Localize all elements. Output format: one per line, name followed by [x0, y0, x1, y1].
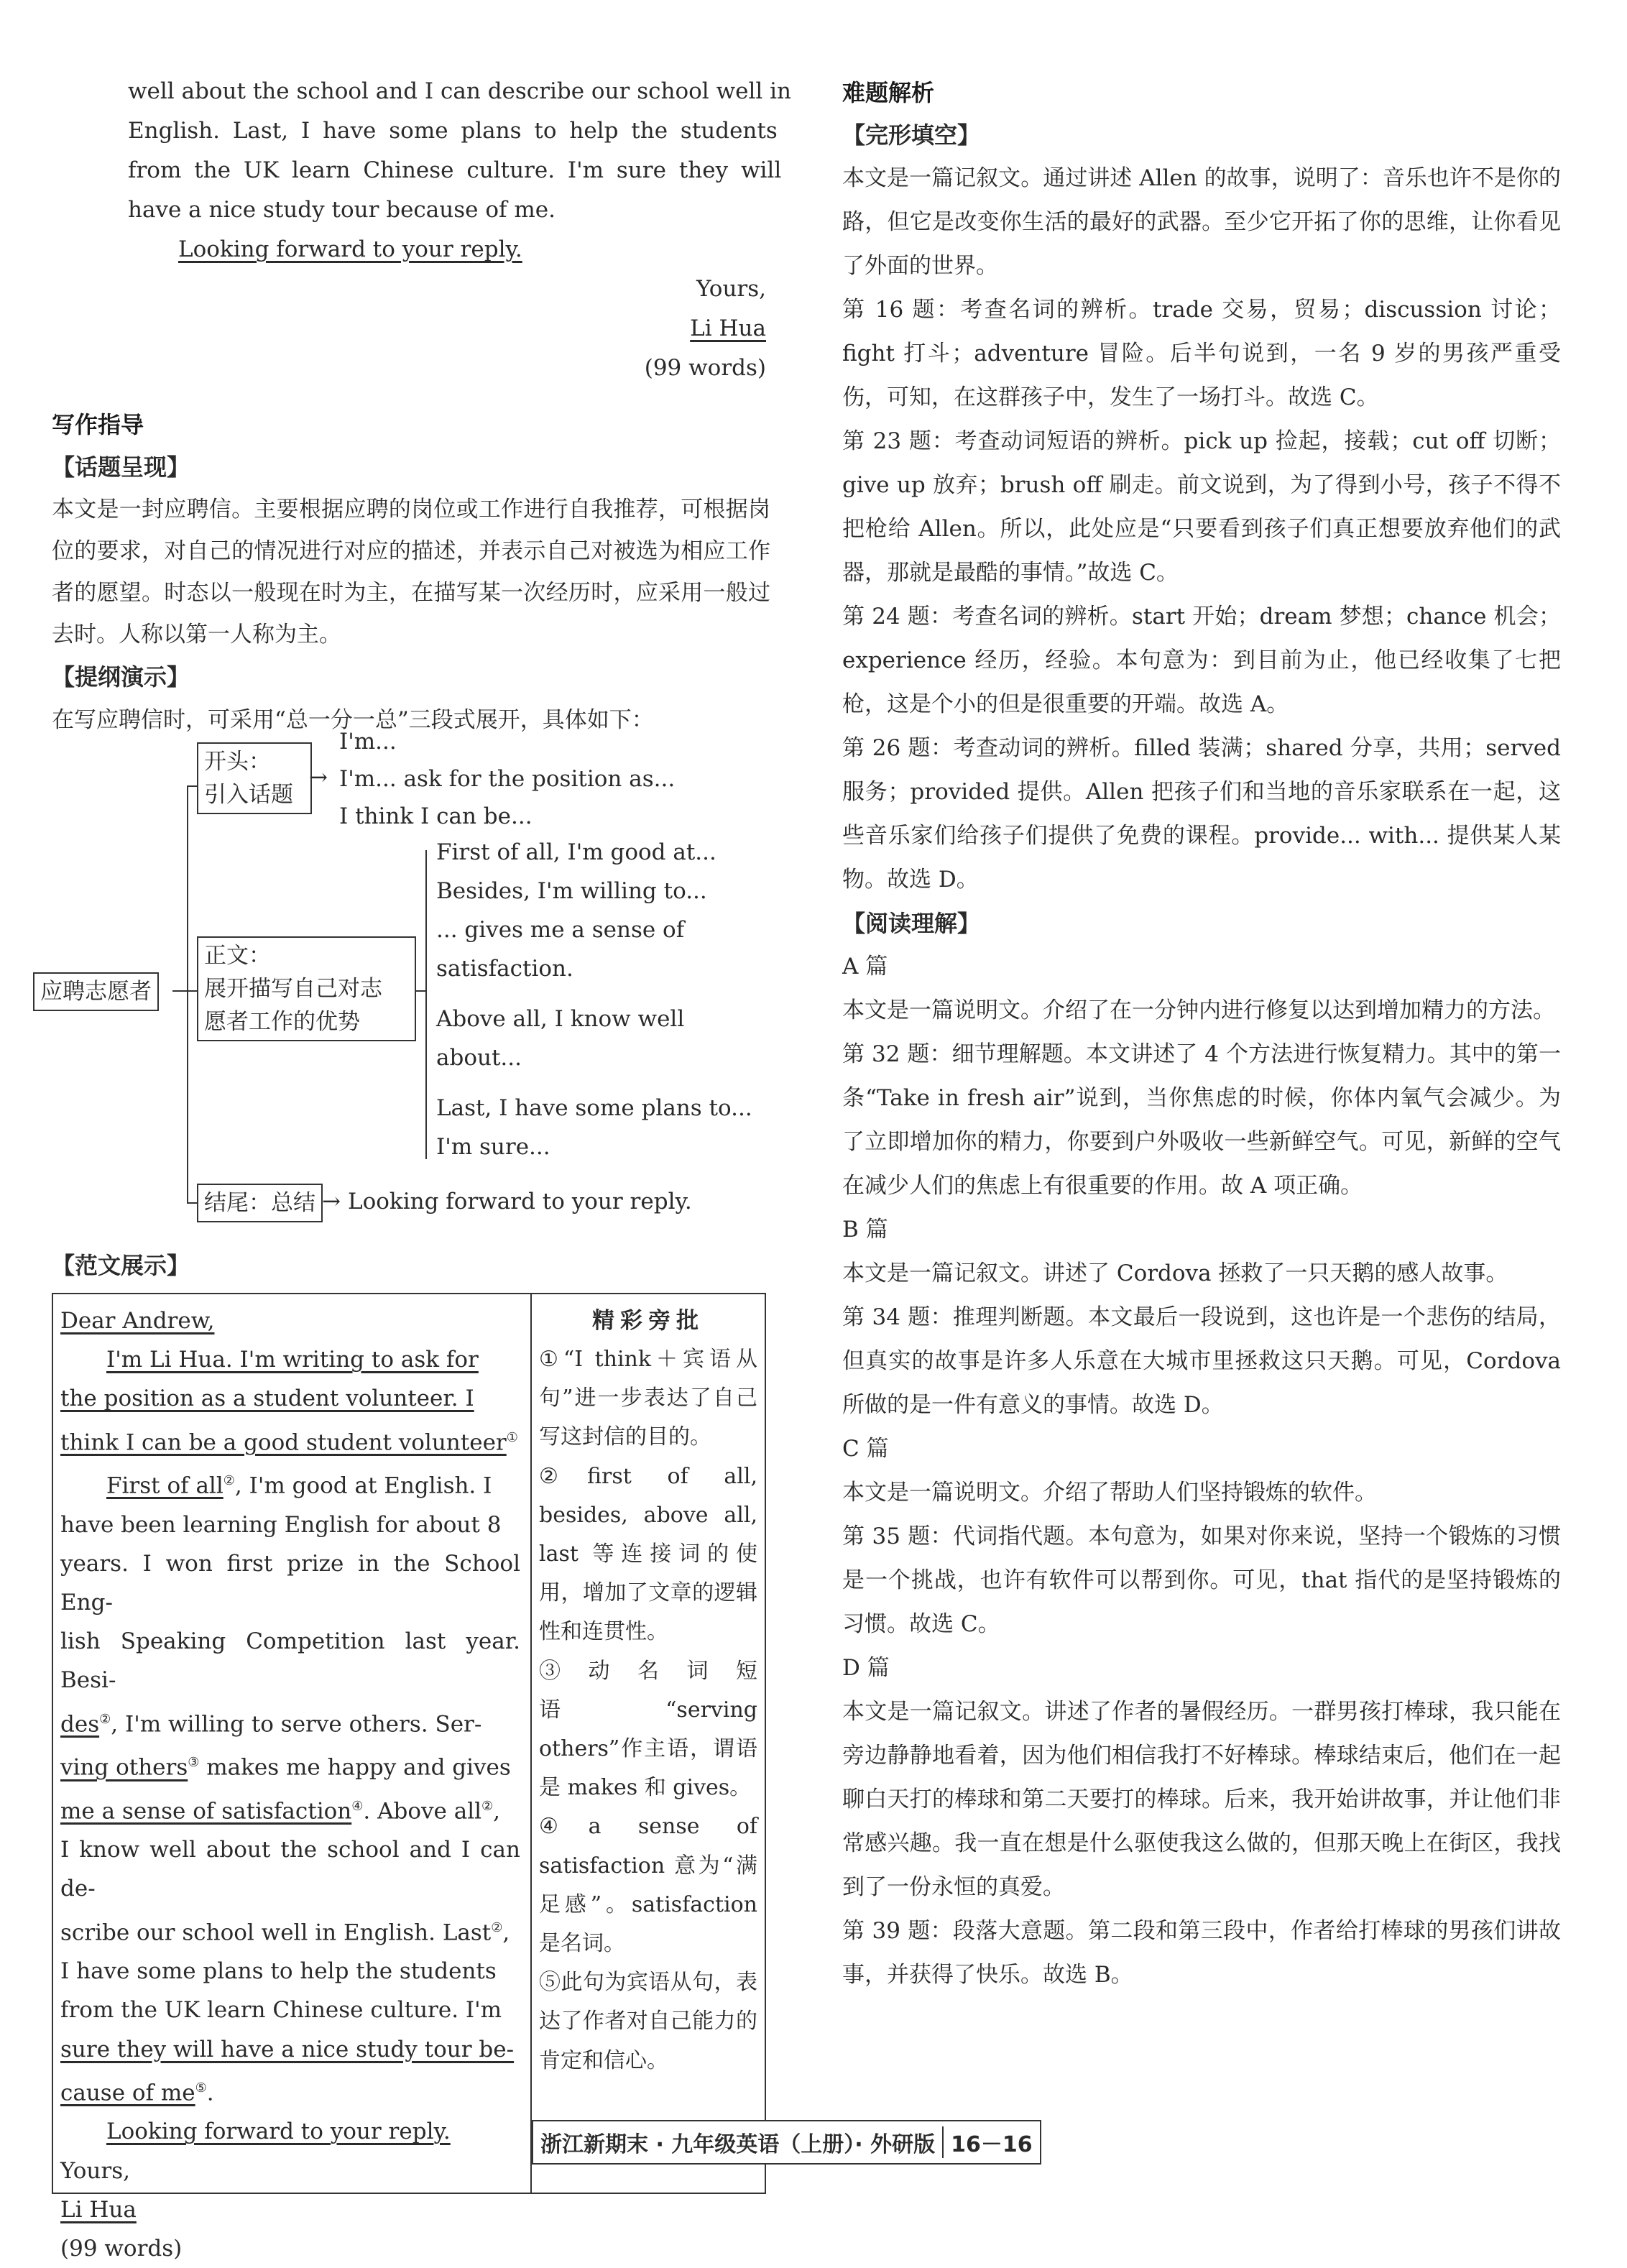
passage-c-paragraph: 第 35 题：代词指代题。本句意为，如果对你来说，坚持一个锻炼的习惯是一个挑战，也许有软件可以帮到你。可见，that 指代的是坚持锻炼的习惯。故选 C。 — [842, 1523, 1561, 1637]
outline-body-sub: 愿者工作的优势 — [204, 1009, 360, 1035]
page-number: 16－16 — [942, 2126, 1033, 2158]
sample-line: cause of me — [60, 2080, 195, 2106]
outline-body-item: satisfaction. — [436, 956, 573, 982]
sample-letter: Dear Andrew, I'm Li Hua. I'm writing to ask for the position as a student volunteer. I think I can be a good student volunteer① First of all②, I'm good at English. I have been learning English for about 8 years. I won first prize in the School Eng- lish Speaking Competition last year. Besi- des②, I'm willing to serve others. Ser- ving others③ makes me happy and gives me a sense of satisfaction④. Above all②, I know well about the school and I can de- scribe our school well in English. Last②, I have some plans to help the students from the UK learn Chinese culture. I'm sure they will have a nice study tour be- cause of me⑤. Looking forward to your reply. Yours, Li Hua (99 words) — [60, 1301, 520, 2268]
outline-body-sub: 展开描写自己对志 — [204, 976, 382, 1002]
outline-ending-item: Looking forward to your reply. — [348, 1189, 692, 1214]
analysis-title: 难题解析 — [842, 79, 935, 106]
sample-line: years. I won first prize in the School Eng- — [60, 1550, 520, 1616]
sample-line: from the UK learn Chinese culture. I'm — [60, 1997, 502, 2024]
note-item: ④a sense of satisfaction 意为“满足感”。satisfaction 是名词。 — [539, 1814, 757, 1957]
sample-line: I know well about the school and I can de- — [60, 1837, 520, 1902]
passage-d-label: D 篇 — [842, 1655, 890, 1681]
outline-body-item: about... — [436, 1045, 522, 1071]
sample-line: First of all — [106, 1472, 223, 1499]
notes-title: 精彩旁批 — [592, 1308, 704, 1334]
outline-opening-box — [197, 742, 312, 814]
sample-line: me a sense of satisfaction — [60, 1798, 352, 1825]
cloze-paragraph: 本文是一篇记叙文。通过讲述 Allen 的故事，说明了：音乐也许不是你的路，但它是改变你生活的最好的武器。至少它开拓了你的思维，让你看见了外面的世界。 — [842, 165, 1561, 279]
outline-intro: 在写应聘信时，可采用“总一分一总”三段式展开，具体如下： — [52, 707, 654, 733]
sample-line: have been learning English for about 8 — [60, 1511, 502, 1538]
letter-yours: Yours, — [696, 276, 766, 302]
sample-line: scribe our school well in English. Last — [60, 1919, 492, 1946]
passage-b-label: B 篇 — [842, 1217, 888, 1243]
topic-text: 本文是一封应聘信。主要根据应聘的岗位或工作进行自我推荐，可根据岗位的要求，对自己的情况进行对应的描述，并表示自己对被选为相应工作者的愿望。时态以一般现在时为主，在描写某一次经历时，应采用一般过去时。人称以第一人称为主。 — [52, 497, 770, 647]
sample-notes — [530, 1294, 765, 2193]
note-item: ②first of all, besides, above all, last 等连接词的使用，增加了文章的逻辑性和连贯性。 — [539, 1463, 757, 1645]
sample-word-count: (99 words) — [60, 2235, 183, 2262]
sample-line: lish Speaking Competition last year. Besi- — [60, 1628, 520, 1694]
outline-opening-item: I'm... ask for the position as... — [339, 766, 676, 792]
page-footer — [532, 2120, 1041, 2165]
passage-a-paragraph: 第 32 题：细节理解题。本文讲述了 4 个方法进行恢复精力。其中的第一条“Take in fresh air”说到，当你焦虑的时候，你体内氧气会减少。为了立即增加你的精力，你要到户外吸收一些新鲜空气。可见，新鲜的空气在减少人们的焦虑上有很重要的作用。故 A 项正确。 — [842, 1041, 1561, 1199]
passage-a-label: A 篇 — [842, 954, 888, 979]
outline-diagram — [40, 729, 770, 1238]
sample-line: the position as a student volunteer. I — [60, 1386, 474, 1412]
note-item: ⑤此句为宾语从句，表达了作者对自己能力的肯定和信心。 — [539, 1970, 757, 2073]
sample-closing: Looking forward to your reply. — [106, 2119, 451, 2145]
letter-signature: Li Hua — [690, 315, 766, 341]
outline-ending-box: 结尾：总结 — [197, 1184, 323, 1222]
arrow-icon: → — [309, 765, 328, 790]
letter-closing: Looking forward to your reply. — [178, 236, 522, 262]
sample-line: think I can be a good student volunteer — [60, 1429, 507, 1455]
right-column — [842, 72, 1561, 1997]
writing-guide-title: 写作指导 — [52, 411, 144, 438]
reading-heading: 【阅读理解】 — [842, 910, 981, 937]
cloze-heading: 【完形填空】 — [842, 121, 981, 149]
passage-c-label: C 篇 — [842, 1436, 889, 1462]
left-column — [40, 72, 792, 2262]
outline-opening-item: I think I can be... — [339, 803, 533, 829]
sample-essay-table — [52, 1293, 766, 2262]
letter-word-count: (99 words) — [644, 355, 766, 381]
outline-opening-label: 开头： — [204, 749, 271, 775]
cloze-paragraph: 第 23 题：考查动词短语的辨析。pick up 捡起，接载；cut off 切断；give up 放弃；brush off 刷走。前文说到，为了得到小号，孩子不得不把枪给 Allen。所以，此处应是“只要看到孩子们真正想要放弃他们的武器，那就是最酷的事情。”故选 C。 — [842, 428, 1561, 586]
sample-line: , I'm good at English. I — [234, 1472, 492, 1499]
outline-opening-item: I'm... — [339, 729, 397, 755]
sample-signature: Li Hua — [60, 2196, 137, 2223]
outline-opening-sub: 引入话题 — [204, 782, 293, 808]
cloze-paragraph: 第 26 题：考查动词的辨析。filled 装满；shared 分享，共用；served 服务；provided 提供。Allen 把孩子们和当地的音乐家联系在一起，这些音乐家们给孩子们提供了免费的课程。provide... with... 提供某人某物。故选 D。 — [842, 735, 1561, 893]
letter-line: English. Last, I have some plans to help the students — [128, 118, 778, 144]
passage-a-paragraph: 本文是一篇说明文。介绍了在一分钟内进行修复以达到增加精力的方法。 — [842, 997, 1555, 1023]
sample-line: sure they will have a nice study tour be- — [60, 2036, 515, 2062]
cloze-paragraph: 第 24 题：考查名词的辨析。start 开始；dream 梦想；chance 机会；experience 经历，经验。本句意为：到目前为止，他已经收集了七把枪，这是个小的但是很重要的开端。故选 A。 — [842, 604, 1561, 717]
sample-line: ving others — [60, 1754, 188, 1781]
outline-body-box — [197, 936, 416, 1041]
letter-line: from the UK learn Chinese culture. I'm sure they will — [128, 157, 782, 183]
passage-b-paragraph: 本文是一篇记叙文。讲述了 Cordova 拯救了一只天鹅的感人故事。 — [842, 1260, 1508, 1286]
topic-heading: 【话题呈现】 — [52, 453, 190, 481]
outline-body-item: ... gives me a sense of — [436, 917, 685, 943]
sample-line: makes me happy and gives — [199, 1754, 511, 1781]
sample-greeting: Dear Andrew, — [60, 1308, 215, 1334]
letter-line: have a nice study tour because of me. — [128, 197, 556, 223]
note-item: ③动名词短语“serving others”作主语，谓语是 makes 和 gives。 — [539, 1658, 757, 1801]
sample-line: I'm Li Hua. I'm writing to ask for — [106, 1347, 479, 1373]
sample-line: I have some plans to help the students — [60, 1958, 497, 1985]
outline-body-item: I'm sure... — [436, 1134, 550, 1160]
cloze-paragraph: 第 16 题：考查名词的辨析。trade 交易，贸易；discussion 讨论；fight 打斗；adventure 冒险。后半句说到，一名 9 岁的男孩严重受伤，可知，在这群孩子中，发生了一场打斗。故选 C。 — [842, 297, 1561, 410]
sample-line: des — [60, 1711, 100, 1738]
letter-line: well about the school and I can describe our school well in — [128, 78, 792, 104]
sample-line: . Above all — [363, 1798, 482, 1825]
sample-line: , I'm willing to serve others. Ser- — [111, 1711, 482, 1738]
outline-heading: 【提纲演示】 — [52, 663, 190, 691]
passage-b-paragraph: 第 34 题：推理判断题。本文最后一段说到，这也许是一个悲伤的结局，但真实的故事是许多人乐意在大城市里拯救这只天鹅。可见，Cordova 所做的是一件有意义的事情。故选 D。 — [842, 1304, 1561, 1418]
sample-yours: Yours, — [60, 2157, 130, 2184]
footer-title: 浙江新期末 · 九年级英语（上册）· 外研版 — [540, 2132, 936, 2157]
outline-body-item: Above all, I know well — [436, 1006, 685, 1032]
note-item: ①“I think＋宾语从句”进一步表达了自己写这封信的目的。 — [539, 1347, 757, 1450]
outline-body-label: 正文： — [204, 943, 271, 969]
passage-d-paragraph: 本文是一篇记叙文。讲述了作者的暑假经历。一群男孩打棒球，我只能在旁边静静地看着，因为他们相信我打不好棒球。棒球结束后，他们在一起聊白天打的棒球和第二天要打的棒球。后来，我开始讲故事，并让他们非常感兴趣。我一直在想是什么驱使我这么做的，但那天晚上在街区，我找到了一份永恒的真爱。 — [842, 1699, 1561, 1900]
outline-body-item: First of all, I'm good at... — [436, 839, 716, 865]
sample-heading: 【范文展示】 — [52, 1252, 190, 1279]
letter-top — [52, 72, 792, 388]
arrow-icon: → — [322, 1189, 341, 1214]
outline-body-item: Besides, I'm willing to... — [436, 878, 707, 904]
passage-c-paragraph: 本文是一篇说明文。介绍了帮助人们坚持锻炼的软件。 — [842, 1480, 1377, 1506]
passage-d-paragraph: 第 39 题：段落大意题。第二段和第三段中，作者给打棒球的男孩们讲故事，并获得了快乐。故选 B。 — [842, 1918, 1561, 1988]
outline-body-item: Last, I have some plans to... — [436, 1095, 752, 1121]
outline-root: 应聘志愿者 — [33, 972, 159, 1011]
